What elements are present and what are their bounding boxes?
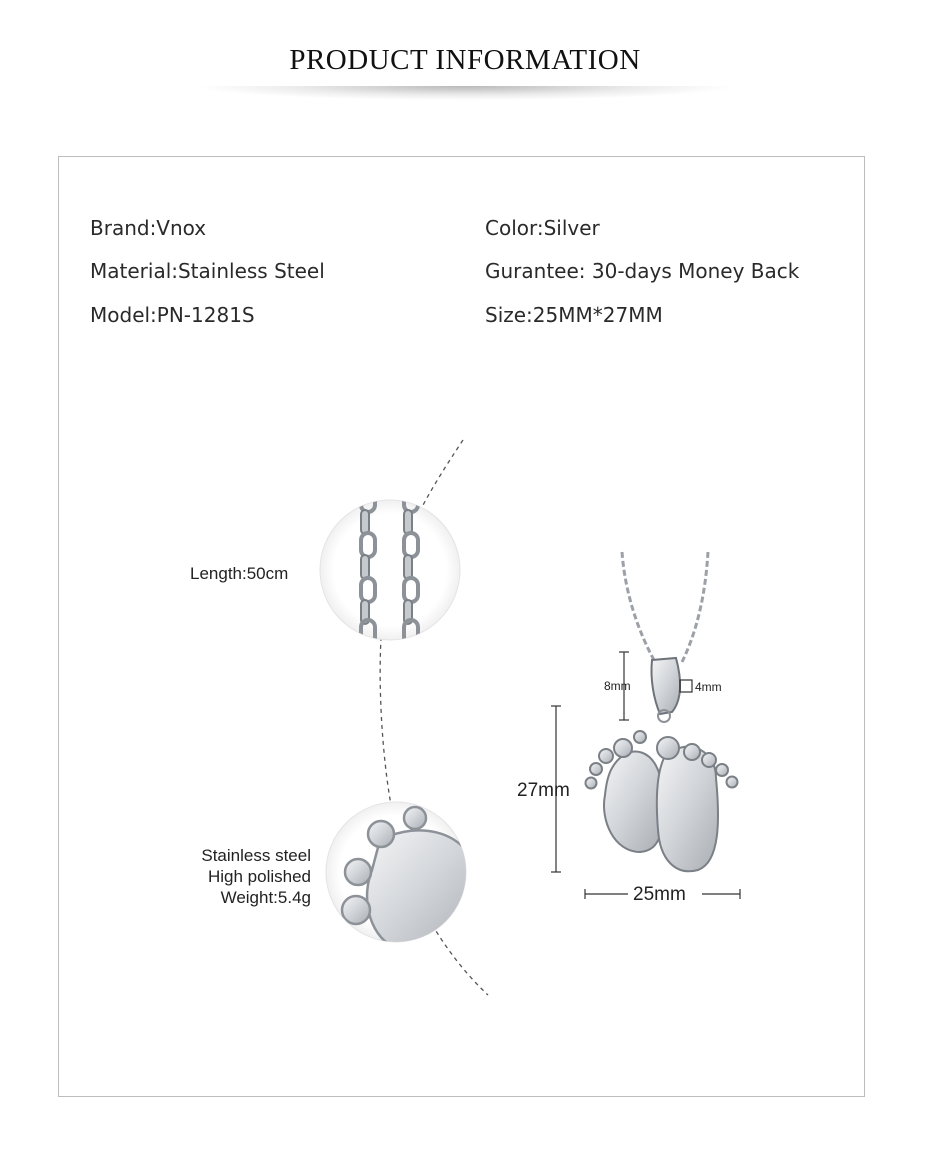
baby-feet-pendant [586,731,738,871]
spec-color: Color:Silver [485,216,600,240]
spec-material: Material:Stainless Steel [90,259,325,283]
finish-label: High polished [207,867,311,886]
bail-height-label: 8mm [604,679,631,693]
chain-detail-circle [320,488,460,644]
weight-label: Weight:5.4g [220,888,311,907]
material-label: Stainless steel [201,846,311,865]
pendant-bail [651,658,680,722]
page-title: PRODUCT INFORMATION [289,44,641,76]
bail-width-label: 4mm [695,680,722,694]
spec-size: Size:25MM*27MM [485,303,663,327]
spec-model: Model:PN-1281S [90,303,255,327]
height-label: 27mm [517,780,570,801]
length-label: Length:50cm [190,564,289,583]
pendant-closeup-circle [326,802,481,952]
width-label: 25mm [633,884,686,905]
spec-guarantee: Gurantee: 30-days Money Back [485,259,800,283]
spec-brand: Brand:Vnox [90,216,207,240]
pendant-chain [622,552,708,662]
